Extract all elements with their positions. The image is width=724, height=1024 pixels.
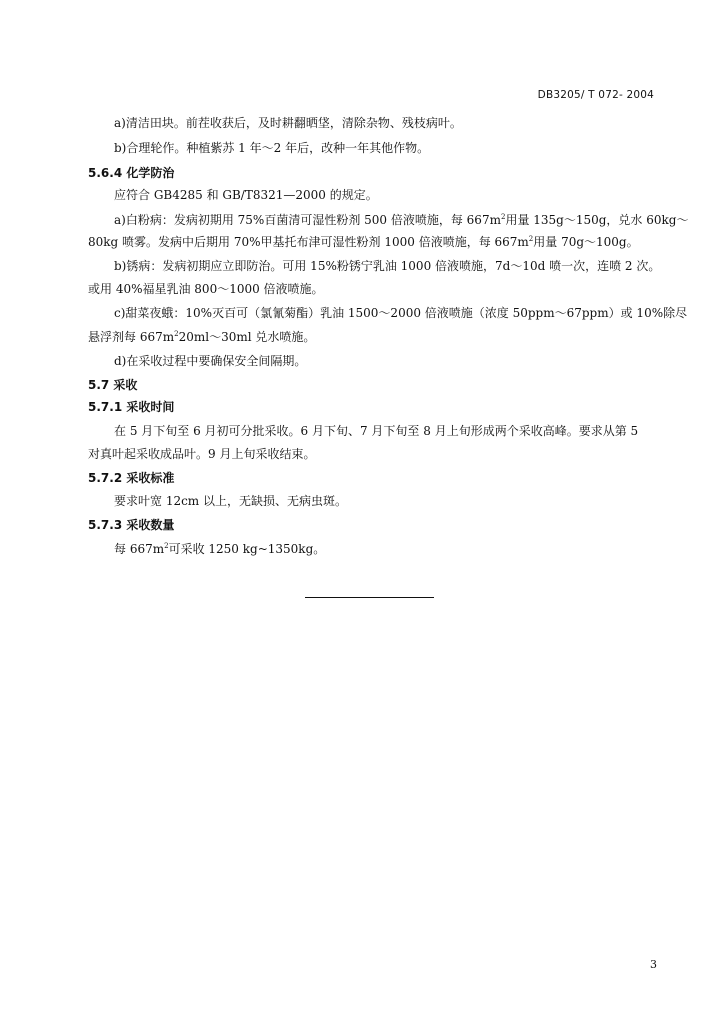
paragraph-clean-field: a)清洁田块。前茬收获后，及时耕翻晒垡，清除杂物、残枝病叶。 — [114, 116, 462, 130]
paragraph-harvest-quantity: 每 $667m^2$可采收 1250 kg~1350kg。 — [114, 542, 326, 556]
heading-5-7-2: 5.7.2 采收标准 — [88, 471, 175, 485]
paragraph-beet-armyworm-cont: 悬浮剂每 $667m^220ml\sim 30ml$ 兑水喷施。 — [88, 330, 316, 344]
end-rule — [305, 597, 434, 598]
paragraph-beet-armyworm: c)甜菜夜蛾：10%灭百可（氯氰菊酯）乳油 1500～2000 倍液喷施（浓度 50ppm～67ppm）或 10%除尽 — [114, 306, 688, 320]
paragraph-rust-cont: 或用 40%福星乳油 800～1000 倍液喷施。 — [88, 282, 324, 296]
paragraph-safety-interval: d)在采收过程中要确保安全间隔期。 — [114, 354, 307, 368]
document-code: DB3205/ T 072- 2004 — [537, 89, 654, 101]
paragraph-rust: b)锈病：发病初期应立即防治。可用 15%粉锈宁乳油 1000 倍液喷施，7d～10d 喷一次，连喷 2 次。 — [114, 259, 661, 273]
paragraph-harvest-time-cont: 对真叶起采收成品叶。9 月上旬采收结束。 — [88, 447, 316, 461]
paragraph-standards: 应符合 GB4285 和 GB/T8321—2000 的规定。 — [114, 188, 378, 202]
page-number: 3 — [650, 958, 657, 971]
heading-5-7-1: 5.7.1 采收时间 — [88, 400, 175, 414]
paragraph-harvest-time: 在 5 月下旬至 6 月初可分批采收。6 月下旬、7 月下旬至 8 月上旬形成两个采收高峰。要求从第 5 — [114, 424, 639, 438]
paragraph-harvest-standard: 要求叶宽 12cm 以上，无缺损、无病虫斑。 — [114, 494, 347, 508]
heading-5-6-4: 5.6.4 化学防治 — [88, 166, 175, 180]
paragraph-powdery-mildew-cont: 80kg 喷雾。发病中后期用 70%甲基托布津可湿性粉剂 1000 倍液喷施，每 $667m^2$用量 70g～100g。 — [88, 235, 639, 249]
paragraph-crop-rotation: b)合理轮作。种植紫苏 1 年～2 年后，改种一年其他作物。 — [114, 141, 430, 155]
heading-5-7-3: 5.7.3 采收数量 — [88, 518, 175, 532]
heading-5-7: 5.7 采收 — [88, 378, 138, 392]
paragraph-powdery-mildew: a)白粉病：发病初期用 75%百菌清可湿性粉剂 500 倍液喷施，每 $667m^2$用量 135g～150g，兑水 60kg～ — [114, 213, 689, 227]
